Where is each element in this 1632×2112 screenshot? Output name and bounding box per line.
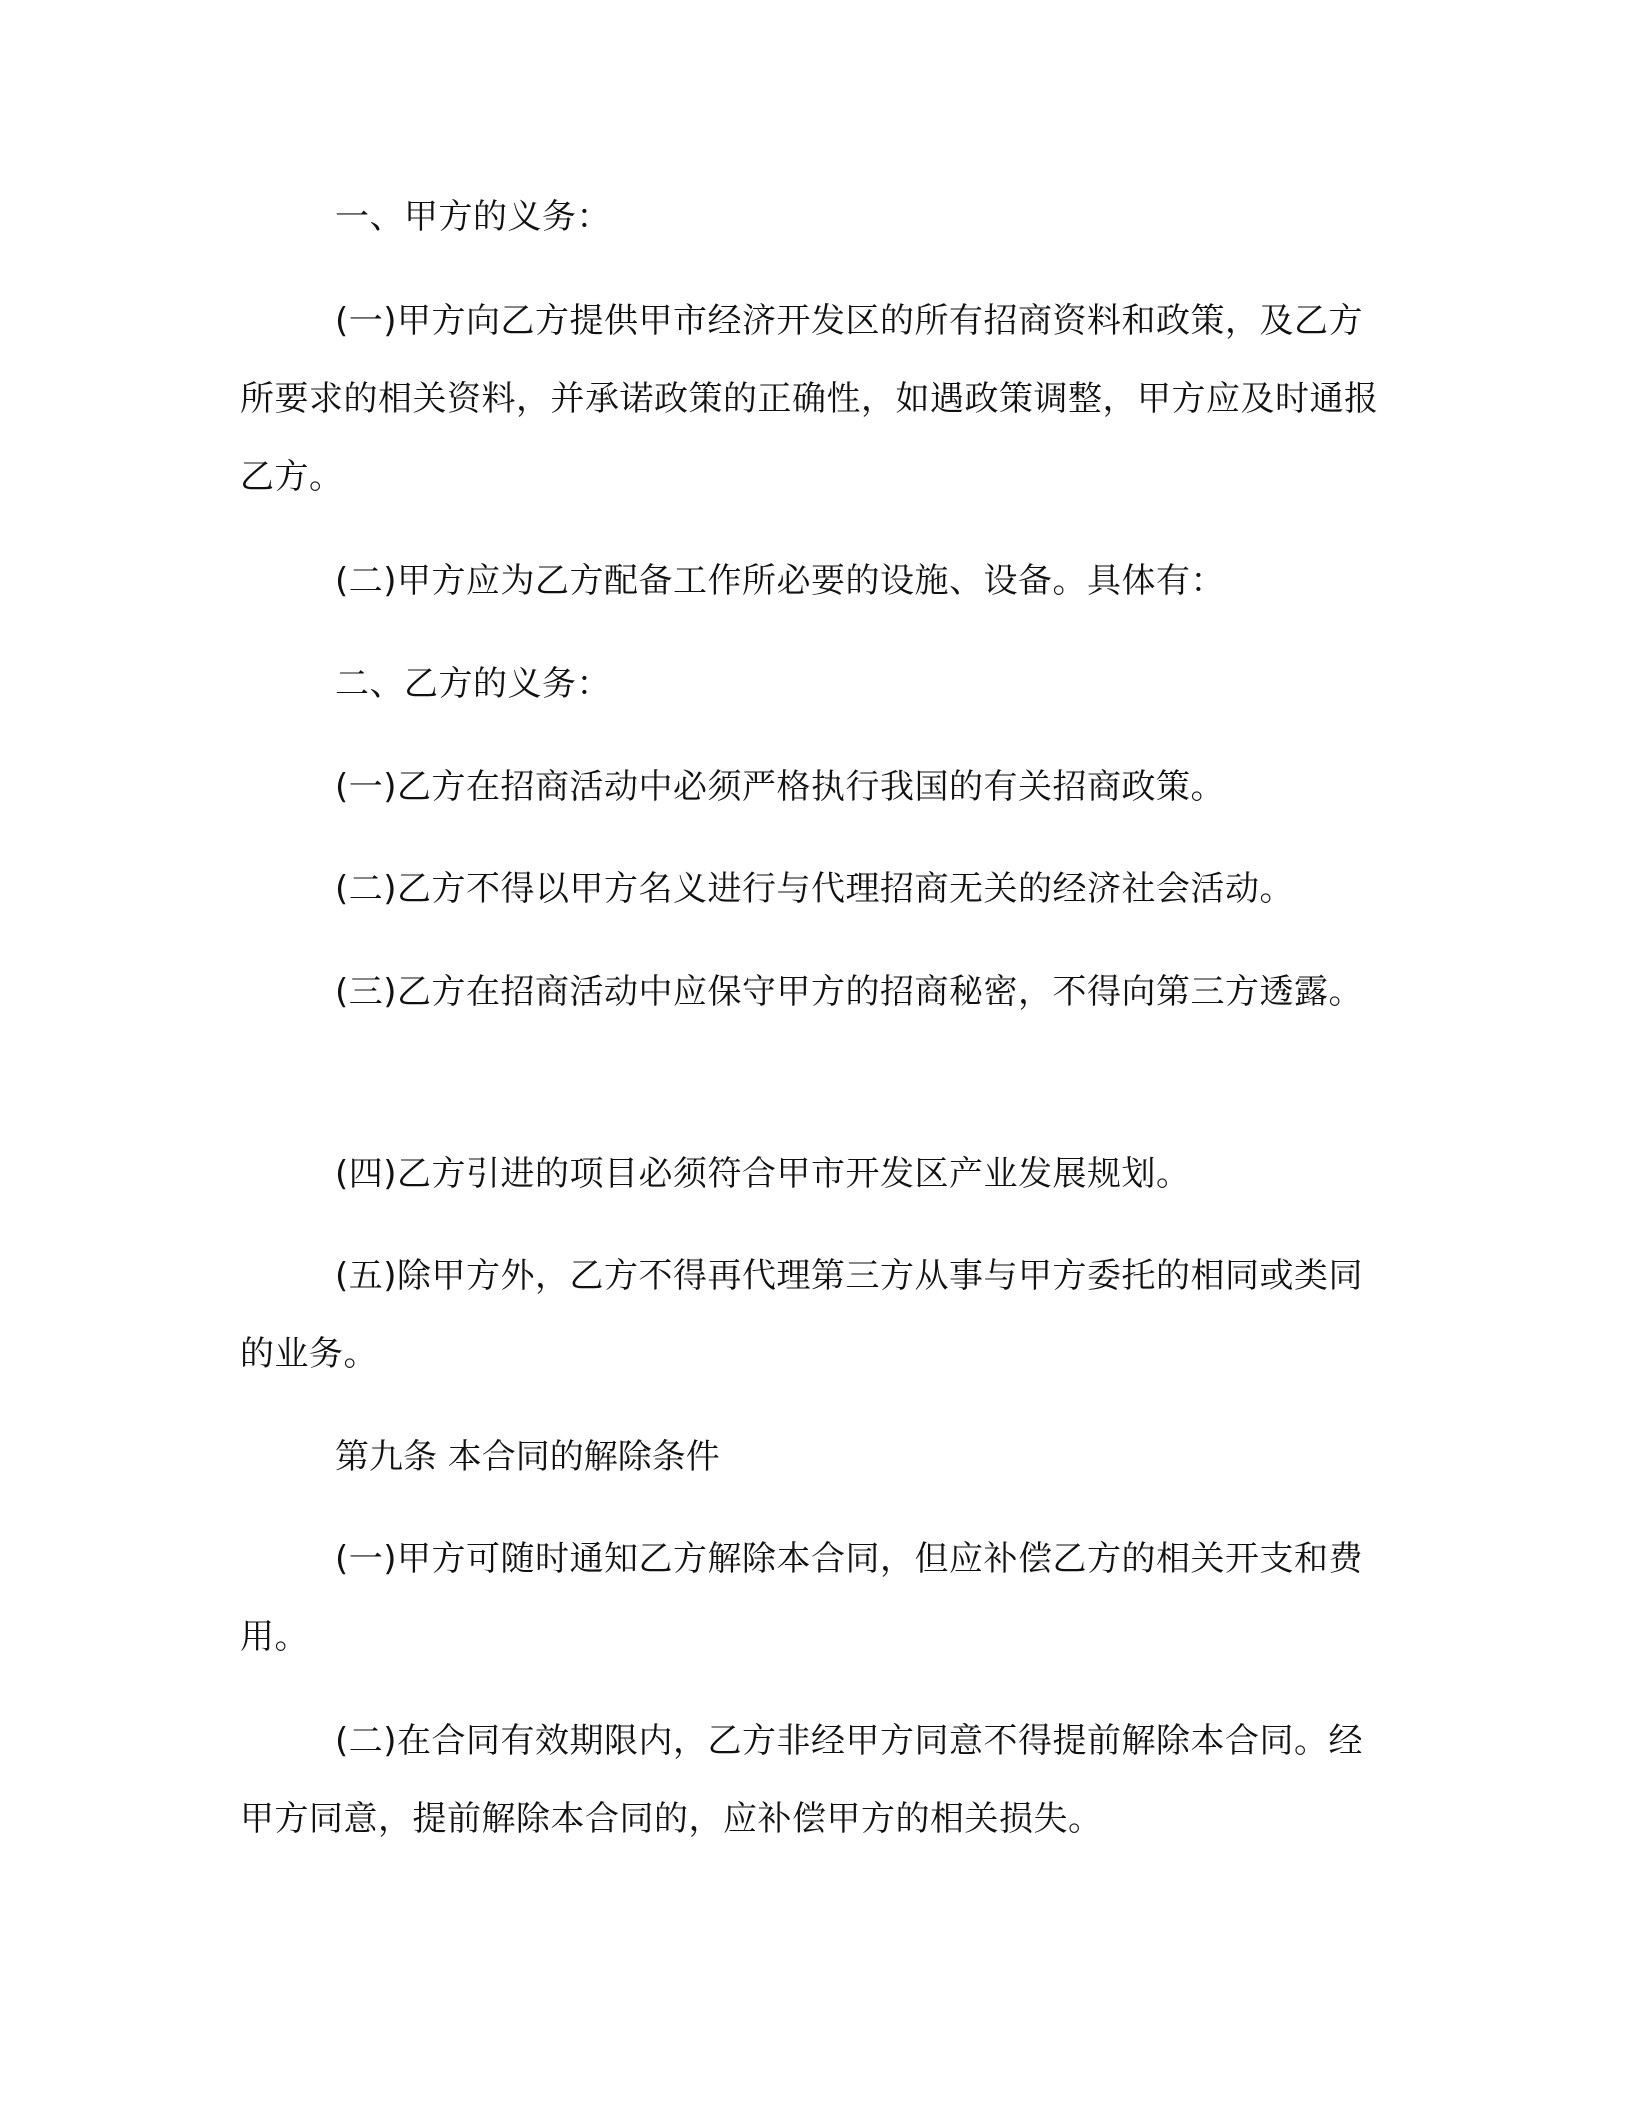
paragraph-party-b-item-1: (一)乙方在招商活动中必须严格执行我国的有关招商政策。	[335, 767, 1226, 807]
section-heading-party-a-obligations: 一、甲方的义务：	[335, 197, 611, 237]
paragraph-termination-item-2: (二)在合同有效期限内，乙方非经甲方同意不得提前解除本合同。经甲方同意，提前解除本合同的，应补偿甲方的相关损失。	[240, 1721, 1364, 1839]
paragraph-party-b-item-5: (五)除甲方外，乙方不得再代理第三方从事与甲方委托的相同或类同的业务。	[240, 1256, 1364, 1374]
paragraph-party-b-item-4: (四)乙方引进的项目必须符合甲市开发区产业发展规划。	[335, 1154, 1191, 1194]
paragraph-party-a-item-1: (一)甲方向乙方提供甲市经济开发区的所有招商资料和政策，及乙方所要求的相关资料，并承诺政策的正确性，如遇政策调整，甲方应及时通报乙方。	[240, 301, 1379, 497]
paragraph-party-b-item-3: (三)乙方在招商活动中应保守甲方的招商秘密，不得向第三方透露。	[335, 972, 1364, 1012]
section-heading-party-b-obligations: 二、乙方的义务：	[335, 664, 611, 704]
paragraph-party-b-item-2: (二)乙方不得以甲方名义进行与代理招商无关的经济社会活动。	[335, 869, 1295, 909]
paragraph-termination-item-1: (一)甲方可随时通知乙方解除本合同，但应补偿乙方的相关开支和费用。	[240, 1539, 1364, 1657]
paragraph-party-a-item-2: (二)甲方应为乙方配备工作所必要的设施、设备。具体有：	[335, 561, 1226, 601]
article-heading-termination: 第九条 本合同的解除条件	[335, 1437, 720, 1477]
